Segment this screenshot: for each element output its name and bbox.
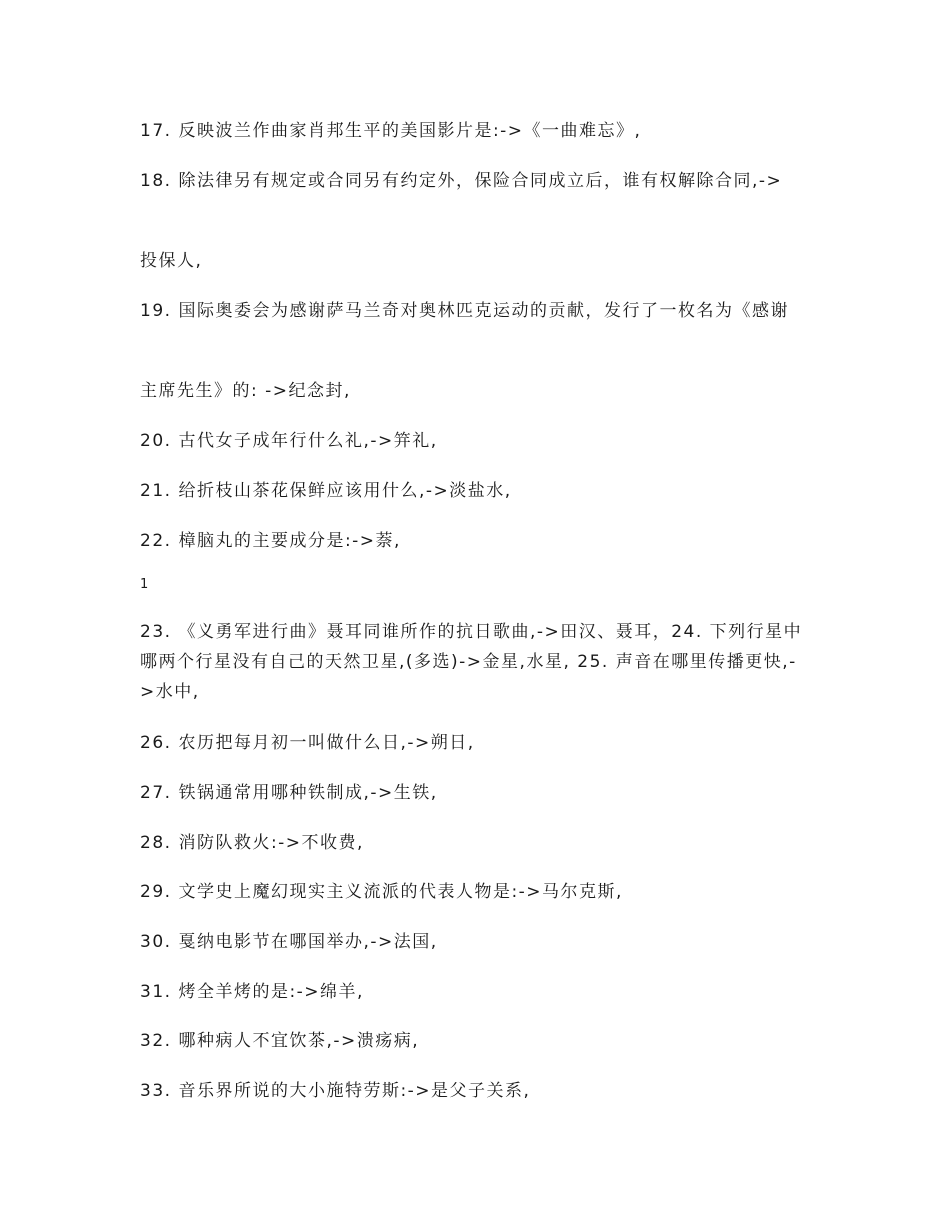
paragraph-q28: 28. 消防队救火:->不收费, [140,833,364,853]
paragraph-q19-answer: 主席先生》的: ->纪念封, [140,381,351,401]
paragraph-q30: 30. 戛纳电影节在哪国举办,->法国, [140,932,438,952]
paragraph-q17: 17. 反映波兰作曲家肖邦生平的美国影片是:->《一曲难忘》, [140,121,642,141]
paragraph-q27: 27. 铁锅通常用哪种铁制成,->生铁, [140,783,438,803]
paragraph-q21: 21. 给折枝山茶花保鲜应该用什么,->淡盐水, [140,481,512,501]
page-number: 1 [140,577,149,592]
paragraph-q20: 20. 古代女子成年行什么礼,->笄礼, [140,431,438,451]
paragraph-q22: 22. 樟脑丸的主要成分是:->萘, [140,531,401,551]
paragraph-q18: 18. 除法律另有规定或合同另有约定外，保险合同成立后，谁有权解除合同,-> [140,171,783,191]
paragraph-q31: 31. 烤全羊烤的是:->绵羊, [140,982,364,1002]
paragraph-q29: 29. 文学史上魔幻现实主义流派的代表人物是:->马尔克斯, [140,882,623,902]
paragraph-q19: 19. 国际奥委会为感谢萨马兰奇对奥林匹克运动的贡献，发行了一枚名为《感谢 [140,301,789,321]
paragraph-q26: 26. 农历把每月初一叫做什么日,->朔日, [140,733,475,753]
paragraph-q33: 33. 音乐界所说的大小施特劳斯:->是父子关系, [140,1081,531,1101]
paragraph-q32: 32. 哪种病人不宜饮茶,->溃疡病, [140,1031,420,1051]
paragraph-q18-answer: 投保人, [140,251,203,271]
paragraph-q23-25: 23. 《义勇军进行曲》聂耳同谁所作的抗日歌曲,->田汉、聂耳，24. 下列行星中哪两个行星没有自己的天然卫星,(多选)->金星,水星, 25. 声音在哪里传播更快,->水中, [140,622,803,702]
